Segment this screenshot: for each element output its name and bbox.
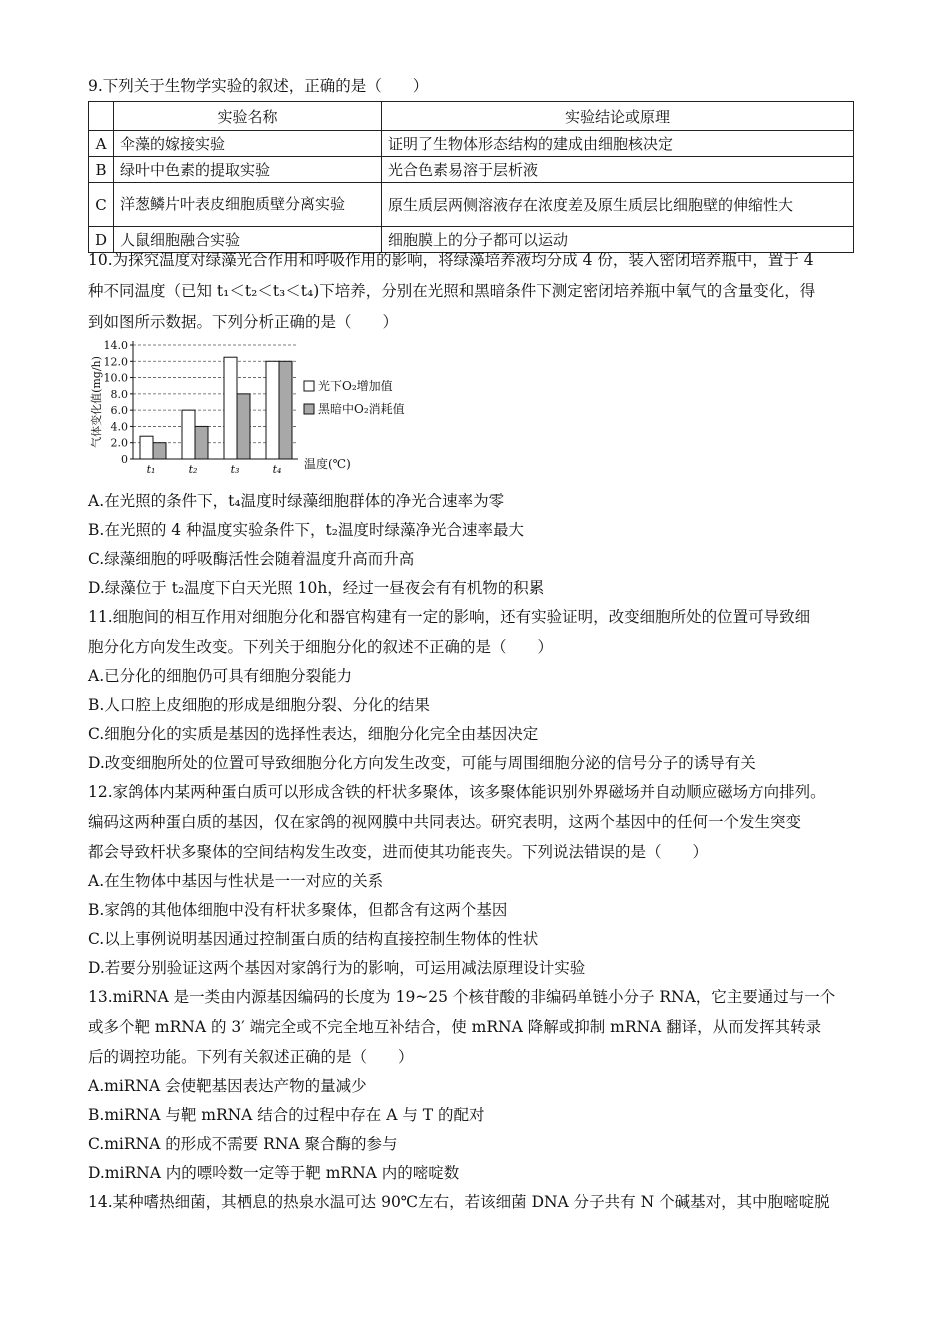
- table-header-principle: 实验结论或原理: [382, 102, 854, 131]
- bar-light-3: [224, 357, 237, 459]
- q11-option-a: A.已分化的细胞仍可具有细胞分裂能力: [88, 667, 353, 685]
- x-tick-label: t₄: [272, 463, 282, 476]
- legend-swatch-light: [304, 381, 314, 391]
- chart-legend: [304, 378, 405, 416]
- q12-line: 都会导致杆状多聚体的空间结构发生改变，进而使其功能丧失。下列说法错误的是（ ）: [88, 843, 709, 861]
- q13-option-c: C.miRNA 的形成不需要 RNA 聚合酶的参与: [88, 1135, 398, 1153]
- row-principle: 证明了生物体形态结构的建成由细胞核决定: [382, 131, 854, 157]
- y-tick-label: 6.0: [110, 404, 128, 418]
- q11-option-b: B.人口腔上皮细胞的形成是细胞分裂、分化的结果: [88, 696, 430, 714]
- bar-dark-1: [153, 443, 166, 459]
- y-tick-label: 4.0: [110, 420, 128, 434]
- row-name: 绿叶中色素的提取实验: [114, 157, 382, 183]
- x-tick-label: t₁: [146, 463, 156, 476]
- q10-bar-chart: [88, 337, 408, 477]
- y-tick-label: 8.0: [110, 387, 128, 401]
- q13-line: 或多个靶 mRNA 的 3′ 端完全或不完全地互补结合，使 mRNA 降解或抑制 mRNA 翻译，从而发挥其转录: [88, 1018, 822, 1036]
- q13-option-d: D.miRNA 内的嘌呤数一定等于靶 mRNA 内的嘧啶数: [88, 1164, 460, 1182]
- y-tick-label: 0: [121, 453, 128, 466]
- table-row: [89, 131, 854, 157]
- q11-line: 胞分化方向发生改变。下列关于细胞分化的叙述不正确的是（ ）: [88, 638, 554, 656]
- y-tick-label: 10.0: [103, 371, 128, 385]
- bar-light-2: [182, 410, 195, 459]
- q9-table: [88, 101, 854, 253]
- q10-option-c: C.绿藻细胞的呼吸酶活性会随着温度升高而升高: [88, 550, 415, 568]
- row-letter: D: [89, 227, 114, 253]
- bar-dark-2: [195, 426, 208, 459]
- q9-stem: 9.下列关于生物学实验的叙述，正确的是（ ）: [88, 77, 429, 95]
- row-name: 人鼠细胞融合实验: [114, 227, 382, 253]
- table-row: [89, 157, 854, 183]
- q11-option-c: C.细胞分化的实质是基因的选择性表达，细胞分化完全由基因决定: [88, 725, 539, 743]
- q11-line: 11.细胞间的相互作用对细胞分化和器官构建有一定的影响，还有实验证明，改变细胞所处的位置可导致细: [88, 608, 811, 626]
- y-tick-label: 2.0: [110, 436, 128, 450]
- row-principle: 原生质层两侧溶液存在浓度差及原生质层比细胞壁的伸缩性大: [382, 183, 854, 227]
- x-tick-label: t₃: [230, 463, 240, 476]
- table-row: [89, 183, 854, 227]
- y-tick-label: 12.0: [103, 355, 128, 369]
- table-header-name: 实验名称: [114, 102, 382, 131]
- row-letter: C: [89, 183, 114, 227]
- q12-option-a: A.在生物体中基因与性状是一一对应的关系: [88, 872, 384, 890]
- bar-dark-3: [237, 394, 250, 459]
- q10-stem-line: 到如图所示数据。下列分析正确的是（ ）: [88, 313, 399, 331]
- row-principle: 细胞膜上的分子都可以运动: [382, 227, 854, 253]
- row-name: 伞藻的嫁接实验: [114, 131, 382, 157]
- legend-entry-light: 光下O₂增加值: [318, 379, 393, 393]
- q10-option-d: D.绿藻位于 t₂温度下白天光照 10h，经过一昼夜会有有机物的积累: [88, 579, 545, 597]
- q11-option-d: D.改变细胞所处的位置可导致细胞分化方向发生改变，可能与周围细胞分泌的信号分子的诱导有关: [88, 754, 756, 772]
- q12-option-c: C.以上事例说明基因通过控制蛋白质的结构直接控制生物体的性状: [88, 930, 539, 948]
- q13-option-a: A.miRNA 会使靶基因表达产物的量减少: [88, 1077, 367, 1095]
- legend-swatch-dark: [304, 404, 314, 414]
- bar-dark-4: [279, 361, 292, 459]
- chart-bars: [140, 357, 292, 459]
- row-name: 洋葱鳞片叶表皮细胞质壁分离实验: [114, 183, 382, 227]
- row-letter: A: [89, 131, 114, 157]
- q14-line: 14.某种嗜热细菌，其栖息的热泉水温可达 90℃左右，若该细菌 DNA 分子共有 N 个碱基对，其中胞嘧啶脱: [88, 1193, 830, 1211]
- table-header-letter: [89, 102, 114, 131]
- table-header-row: [89, 102, 854, 131]
- q12-line: 12.家鸽体内某两种蛋白质可以形成含铁的杆状多聚体，该多聚体能识别外界磁场并自动顺应磁场方向排列。: [88, 783, 826, 801]
- chart-x-axis-label: 温度(℃): [304, 457, 351, 471]
- row-principle: 光合色素易溶于层析液: [382, 157, 854, 183]
- q10-option-a: A.在光照的条件下，t₄温度时绿藻细胞群体的净光合速率为零: [88, 492, 505, 510]
- chart-x-ticks: [147, 463, 282, 476]
- q10-option-b: B.在光照的 4 种温度实验条件下，t₂温度时绿藻净光合速率最大: [88, 521, 524, 539]
- y-tick-label: 14.0: [103, 339, 128, 352]
- chart-y-ticks: [104, 339, 134, 466]
- q10-stem-line: 种不同温度（已知 t₁＜t₂＜t₃＜t₄)下培养，分别在光照和黑暗条件下测定密闭培养瓶中氧气的含量变化，得: [88, 282, 816, 300]
- table-row: [89, 227, 854, 253]
- q13-line: 后的调控功能。下列有关叙述正确的是（ ）: [88, 1048, 414, 1066]
- bar-light-4: [266, 361, 279, 459]
- bar-light-1: [140, 436, 153, 459]
- q13-line: 13.miRNA 是一类由内源基因编码的长度为 19~25 个核苷酸的非编码单链小分子 RNA，它主要通过与一个: [88, 988, 836, 1006]
- q13-option-b: B.miRNA 与靶 mRNA 结合的过程中存在 A 与 T 的配对: [88, 1106, 485, 1124]
- chart-y-axis-label: 气体变化值(mg/h): [90, 356, 103, 448]
- legend-entry-dark: 黑暗中O₂消耗值: [318, 402, 405, 416]
- row-letter: B: [89, 157, 114, 183]
- q12-line: 编码这两种蛋白质的基因，仅在家鸽的视网膜中共同表达。研究表明，这两个基因中的任何一个发生突变: [88, 813, 802, 831]
- q12-option-b: B.家鸽的其他体细胞中没有杆状多聚体，但都含有这两个基因: [88, 901, 508, 919]
- q10-stem-line: 10.为探究温度对绿藻光合作用和呼吸作用的影响，将绿藻培养液均分成 4 份，装入密闭培养瓶中，置于 4: [88, 251, 814, 269]
- q12-option-d: D.若要分别验证这两个基因对家鸽行为的影响，可运用减法原理设计实验: [88, 959, 586, 977]
- x-tick-label: t₂: [188, 463, 198, 476]
